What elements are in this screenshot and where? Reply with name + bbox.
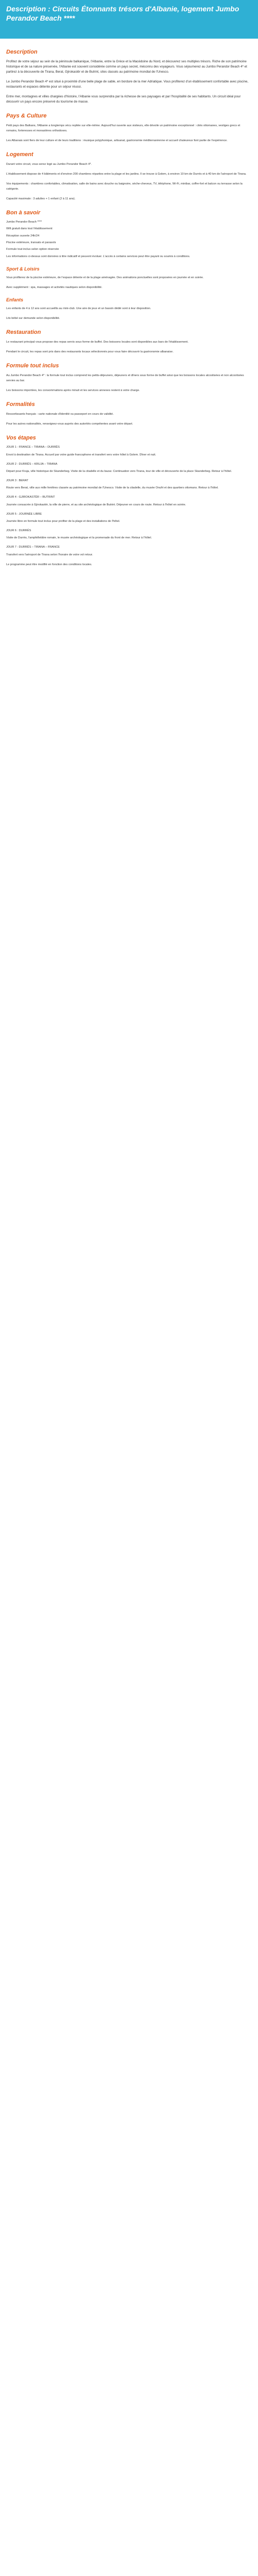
voyages-day-2-text: Départ pour Kruja, ville historique de Skanderbeg. Visite de la citadelle et du bazar. Continuation vers Tirana, tour de ville et découverte de la place Skanderbeg. Retour à l'hôtel.	[6, 470, 232, 473]
toutinclus-paragraph-1: Au Jumbo Perandor Beach 4* : la formule tout inclus comprend les petits-déjeuners, déjeuners et dîners sous forme de buffet ainsi que les boissons locales alcoolisées et non alcoolisées servies au bar.	[6, 374, 244, 383]
voyages-day-2-title: JOUR 2 : DURRËS – KRUJA – TIRANA	[6, 462, 58, 466]
section-heading-toutinclus: Formule tout inclus	[6, 363, 59, 369]
voyages-day-5-title: JOUR 5 : JOURNÉE LIBRE	[6, 512, 42, 516]
enfants-paragraph-2: Lits bébé sur demande selon disponibilité.	[6, 317, 60, 320]
pays-paragraph-1: Petit pays des Balkans, l'Albanie a longtemps vécu repliée sur elle-même. Aujourd'hui ouverte aux visiteurs, elle dévoile un patrimoine exceptionnel : cités ottomanes, vestiges grecs et romains, forteresses et monastères orthodoxes.	[6, 124, 240, 132]
section-heading-logement: Logement	[6, 151, 34, 158]
section-heading-voyages: Vos étapes	[6, 435, 36, 442]
section-heading-loisirs: Sport & Loisirs	[6, 266, 40, 272]
bonasavoir-line-4: Piscine extérieure, transats et parasols	[6, 241, 56, 244]
logement-paragraph-2: L'établissement dispose de 4 bâtiments et d'environ 200 chambres réparties entre la plage et les jardins. Il se trouve à Golem, à environ 10 km de Durrës et à 40 km de l'aéroport de Tirana.	[6, 173, 247, 176]
logement-paragraph-3: Vos équipements : chambres confortables, climatisation, salle de bains avec douche ou baignoire, sèche-cheveux, TV, téléphone, Wi-Fi, minibar, coffre-fort et balcon ou terrasse selon la catégorie.	[6, 182, 243, 191]
bonasavoir-line-1: Jumbo Perandor Beach ****	[6, 221, 42, 224]
bonasavoir-line-2: Wifi gratuit dans tout l'établissement	[6, 227, 53, 231]
voyages-day-4-title: JOUR 4 : GJIROKASTËR – BUTRINT	[6, 496, 55, 499]
voyages-footer: Le programme peut être modifié en fonction des conditions locales.	[6, 563, 92, 566]
section-heading-pays: Pays & Culture	[6, 113, 47, 119]
section-heading-description: Description	[6, 49, 38, 55]
bonasavoir-line-5: Formule tout inclus selon option réservée	[6, 248, 59, 251]
section-heading-formalites: Formalités	[6, 401, 35, 408]
formalites-paragraph-1: Ressortissants français : carte nationale d'identité ou passeport en cours de validité.	[6, 413, 114, 416]
loisirs-paragraph-2: Avec supplément : spa, massages et activités nautiques selon disponibilité.	[6, 286, 103, 290]
voyages-day-1-text: Envol à destination de Tirana. Accueil par votre guide francophone et transfert vers votre hôtel à Golem. Dîner et nuit.	[6, 453, 156, 456]
section-heading-restauration: Restauration	[6, 329, 41, 336]
voyages-day-3-title: JOUR 3 : BERAT	[6, 479, 28, 483]
main-content	[0, 39, 258, 577]
description-paragraph-2: Le Jumbo Perandor Beach 4* est situé à proximité d'une belle plage de sable, en bordure de la mer Adriatique. Vous profiterez d'un établissement confortable avec piscine, restaurants et espaces détente pour un séjour réussi.	[6, 80, 249, 89]
voyages-day-7-title: JOUR 7 : DURRËS – TIRANA – FRANCE	[6, 546, 60, 549]
description-paragraph-3: Entre mer, montagnes et villes chargées d'histoire, l'Albanie vous surprendra par la richesse de ses paysages et par l'hospitalité de ses habitants. Un circuit idéal pour découvrir un pays encore préservé du tourisme de masse.	[6, 95, 241, 104]
voyages-day-6-title: JOUR 6 : DURRËS	[6, 529, 31, 532]
voyages-day-3-text: Route vers Berat, ville aux mille fenêtres classée au patrimoine mondial de l'Unesco. Visite de la citadelle, du musée Onufri et des quartiers ottomans. Retour à l'hôtel.	[6, 486, 219, 490]
enfants-paragraph-1: Les enfants de 4 à 12 ans sont accueillis au mini-club. Une aire de jeux et un bassin dédié sont à leur disposition.	[6, 307, 151, 311]
restauration-paragraph-1: Le restaurant principal vous propose des repas servis sous forme de buffet. Des boissons locales sont disponibles aux bars de l'établissement.	[6, 341, 189, 344]
voyages-day-4-text: Journée consacrée à Gjirokastër, la ville de pierre, et au site archéologique de Butrint. Déjeuner en cours de route. Retour à l'hôtel en soirée.	[6, 503, 186, 506]
formalites-paragraph-2: Pour les autres nationalités, renseignez-vous auprès des autorités compétentes avant votre départ.	[6, 422, 133, 426]
page-title: Description : Circuits Étonnants trésors d'Albanie, logement Jumbo Perandor Beach ****	[6, 5, 239, 22]
restauration-paragraph-2: Pendant le circuit, les repas sont pris dans des restaurants locaux sélectionnés pour vous faire découvrir la gastronomie albanaise.	[6, 350, 173, 354]
voyages-day-7-text: Transfert vers l'aéroport de Tirana selon l'horaire de votre vol retour.	[6, 553, 93, 556]
loisirs-paragraph-1: Vous profiterez de la piscine extérieure, de l'espace détente et de la plage aménagée. Des animations ponctuelles sont proposées en journée et en soirée.	[6, 276, 204, 280]
section-heading-enfants: Enfants	[6, 297, 24, 303]
voyages-day-6-text: Visite de Durrës, l'amphithéâtre romain, le musée archéologique et la promenade du front de mer. Retour à l'hôtel.	[6, 536, 152, 540]
bonasavoir-paragraph-1: Les informations ci-dessus sont données à titre indicatif et peuvent évoluer. L'accès à certains services peut être payant ou soumis à conditions.	[6, 255, 190, 259]
description-paragraph-1: Profitez de votre séjour au sein de la péninsule balkanique, l'Albanie, entre la Grèce et la Macédoine du Nord, et découvrez ses multiples trésors. Riche de son patrimoine historique et de sa nature préservée, l'Albanie est souvent considérée comme un pays secret, méconnu des voyageurs. Vous séjournerez au Jumbo Perandor Beach 4* et partirez à la découverte de Tirana, Berat, Gjirokastër et de Butrint, sites classés au patrimoine mondial de l'Unesco.	[6, 60, 247, 74]
toutinclus-paragraph-2: Les boissons importées, les consommations après minuit et les services annexes restent à votre charge.	[6, 389, 140, 393]
logement-paragraph-1: Durant votre circuit, vous serez logé au Jumbo Perandor Beach 4*.	[6, 163, 92, 166]
voyages-day-1-title: JOUR 1 : FRANCE – TIRANA – DURRËS	[6, 446, 60, 449]
bonasavoir-line-3: Réception ouverte 24h/24	[6, 234, 40, 238]
page	[0, 0, 258, 577]
page-header	[0, 0, 258, 39]
section-heading-bonasavoir: Bon à savoir	[6, 210, 41, 216]
voyages-day-5-text: Journée libre en formule tout inclus pour profiter de la plage et des installations de l'hôtel.	[6, 519, 120, 523]
pays-paragraph-2: Les Albanais sont fiers de leur culture et de leurs traditions : musique polyphonique, artisanat, gastronomie méditerranéenne et accueil chaleureux font partie de l'expérience.	[6, 139, 228, 142]
logement-paragraph-4: Capacité maximale : 3 adultes + 1 enfant (2 à 11 ans).	[6, 197, 76, 200]
